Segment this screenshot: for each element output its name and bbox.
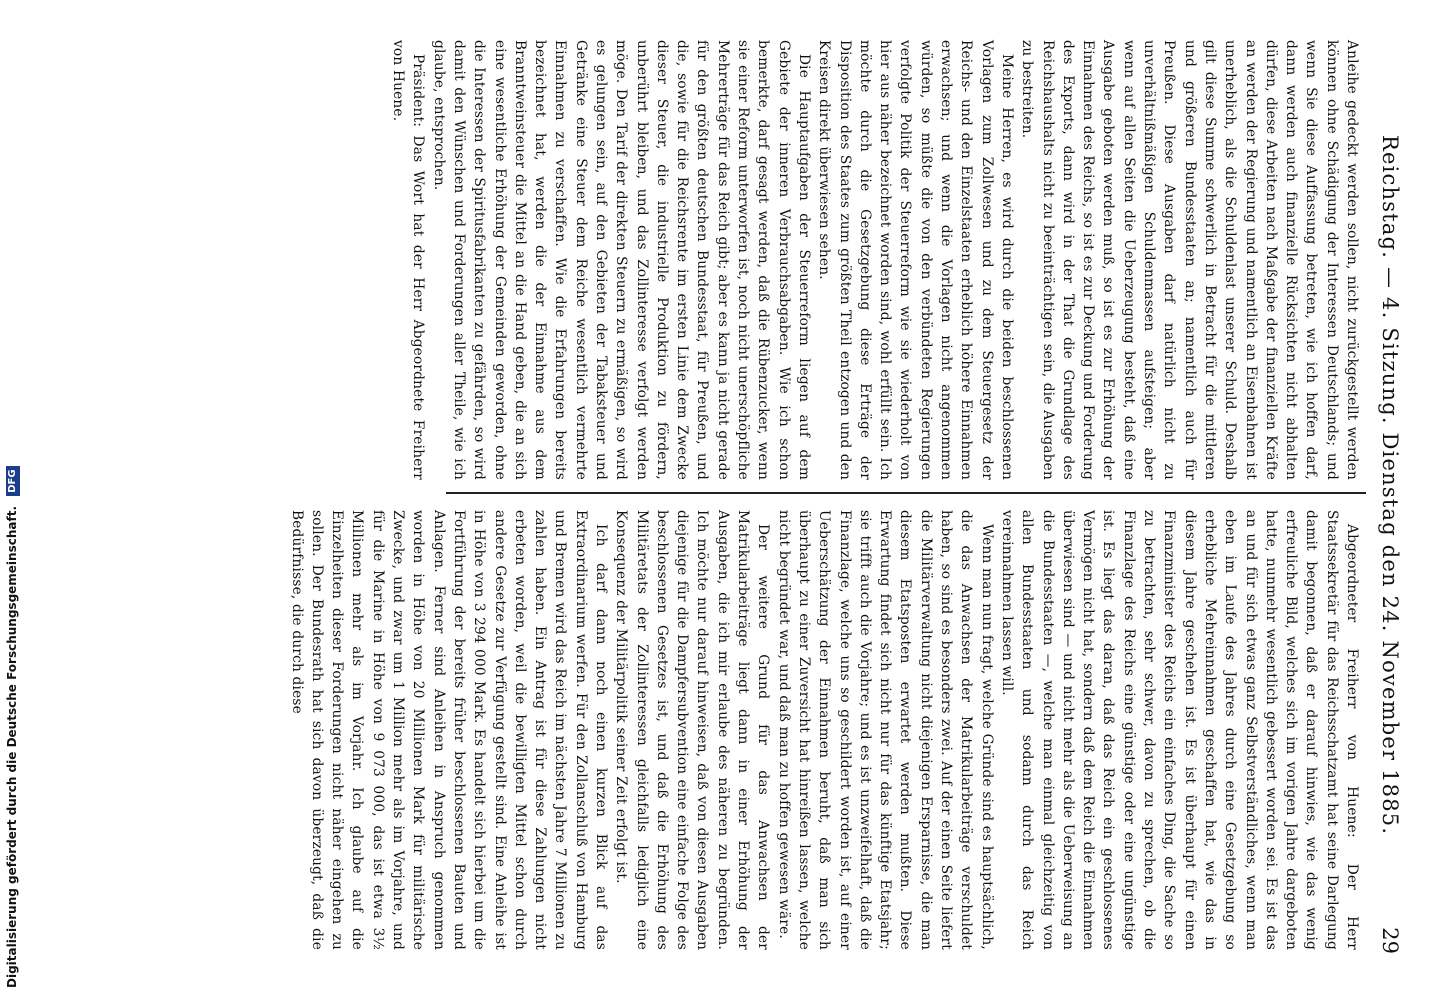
page-number: 29 — [1378, 927, 1402, 954]
column-divider — [446, 492, 1366, 494]
credit-text: Digitalisierung gefördert durch die Deutsche Forschungsgemeinschaft. — [5, 505, 19, 988]
right-column — [288, 510, 1362, 950]
paragraph: Die Hauptaufgaben der Steuerreform liegen auf dem Gebiete der inneren Verbrauchsabgaben. Wie ich schon bemerkte, darf gesagt werden, daß die Rübenzucker, wenn sie einer Reform unterworfen ist, noch nicht unerschöpfliche Mehrerträge für das Reich gibt; aber es kann ja nicht gerade für den größten deutschen Bundesstaat, für Preußen, und die, sowie für die Reichsrente im ersten Linie dem Zwecke dieser Steuer, die industrielle Produktion zu fördern, unberührt bleiben, und das Zollinteresse verfolgt werden möge. Den Tarif der direkten Steuern zu ermäßigen, so wird es gelungen sein, auf den Gebieten der Tabaksteuer und Getränke eine Steuer dem Reiche wesentlich vermehrte Einnahmen zu verschaffen. Wie die Erfahrungen bereits bezeichnet hat, werden die der Einnahme aus dem Branntweinsteuer die Mittel an die Hand geben, die an sich eine wesentliche Erhöhung der Gemeinden geworden, ohne die Interessen der Spiritusfabrikanten zu gefährden, so wird damit den Wünschen und Forderungen aller Theile, wie ich glaube, entsprochen. — [430, 40, 812, 480]
digitization-credit — [0, 0, 22, 1000]
left-column — [390, 40, 1362, 480]
paragraph: Ich darf dann noch einen kurzen Blick auf das Extraordinarium werfen. Für den Zollanschluß von Hamburg und Bremen wird das Reich im nächsten Jahre 7 Millionen zu zahlen haben. Ein Antrag ist für diese Zahlungen nicht erbeten worden, weil die bewilligten Mittel schon durch andere Gesetze zur Verfügung gestellt sind. Eine Anleihe ist in Höhe von 3 294 000 Mark. Es handelt sich hierbei um die Fortführung der bereits früher beschlossenen Bauten und Anlagen. Ferner sind Anleihen in Anspruch genommen worden in Höhe von 20 Millionen Mark für militärische Zwecke, und zwar um 1 Million mehr als im Vorjahre, und für die Marine in Höhe von 9 073 000, das ist etwa 3½ Millionen mehr als im Vorjahr. Ich glaube auf die Einzelheiten dieser Forderungen nicht näher eingehen zu sollen. Der Bundesrath hat sich davon überzeugt, daß die Bedürfnisse, die durch diese — [288, 510, 610, 950]
page-header — [1374, 40, 1404, 960]
paragraph: Abgeordneter Freiherr von Huene: Der Herr Staatssekretär für das Reichsschatzamt hat seine Darlegung damit begonnen, daß er darauf hinwies, wie das wenig erfreuliche Bild, welches sich im vorigen Jahre dargeboten hatte, nunmehr wesentlich gebessert worden sei. Es ist das an und für sich etwas ganz Selbstverständliches, wenn man eben im Laufe des Jahres durch eine Gesetzgebung so erhebliche Mehreinnahmen geschaffen hat, wie das in diesem Jahre geschehen ist. Es ist überhaupt für einen Finanzminister des Reichs ein einfaches Ding, die Sache so zu betrachten, sehr schwer, davon zu sprechen, ob die Finanzlage des Reichs eine günstige oder eine ungünstige ist. Es liegt das daran, daß das Reich ein geschlossenes Vermögen nicht hat, sondern daß dem Reich die Einnahmen überwiesen sind — und nicht mehr als die Ueberweisung an die Bundesstaaten —, welche man einmal gleichzeitig von allen Bundesstaaten und sodann durch das Reich vereinnahmen lassen will. — [998, 510, 1360, 950]
paragraph: Wenn man nun fragt, welche Gründe sind es hauptsächlich, die das Anwachsen der Matrikularbeiträge verschuldet haben, so sind es besonders zwei. Auf der einen Seite liefert die Militärverwaltung nicht diejenigen Ersparnisse, die man diesem Etatsposten erwartet werden mußten. Diese Erwartung findet sich nicht nur für das künftige Etatsjahr; sie trifft auch die Vorjahre; und es ist unzweifelhaft, daß die Finanzlage, welche uns so geschildert worden ist, auf einer Ueberschätzung der Einnahmen beruht, daß man sich überhaupt zu einer Zuversicht hat hinreißen lassen, welche nicht begründet war, und daß man zu hoffen gewesen wäre. — [775, 510, 995, 950]
newspaper-page — [28, 0, 1410, 1000]
speaker-paragraph: Präsident: Das Wort hat der Herr Abgeordnete Freiherr von Huene. — [390, 40, 427, 480]
paragraph: Der weitere Grund für das Anwachsen der Matrikularbeiträge liegt dann in einer Erhöhung der Ausgaben, die ich mir erlaube des näheren zu begründen. Ich möchte nur darauf hinweisen, daß von diesen Ausgaben diejenige für die Dampfersubvention eine einfache Folge des beschlossenen Gesetzes ist, und daß die Erhöhung des Militäretats der Zollinteressen gleichfalls lediglich eine Konsequenz der Militärpolitik seiner Zeit erfolgt ist. — [613, 510, 772, 950]
dfg-logo: DFG — [6, 466, 20, 495]
paragraph: Anleihe gedeckt werden sollen, nicht zurückgestellt werden können ohne Schädigung der Interessen Deutschlands; und wenn Sie diese Auffassung betreten, wie ich hoffen darf, dann werden auch finanzielle Rücksichten nicht abhalten dürfen, diese Arbeiten nach Maßgabe der finanziellen Kräfte an werden der Regierung und namentlich an Eisenbahnen ist unerheblich, als die Schuldenlast unserer Schuld. Deshalb gilt diese Summe schwerlich in Betracht für die mittleren und größeren Bundesstaaten an; namentlich auch für Preußen. Diese Ausgaben darf natürlich nicht zu unverhältnißmäßigen Schuldenmassen aufsteigen; aber wenn auf allen Seiten die Ueberzeugung besteht, daß eine Ausgabe geboten werden muß, so ist es zur Erhöhung der Einnahmen des Reichs, so ist es zur Deckung und Forderung des Exports, dann wird in der That die Grundlage des Reichshaushalts nicht zu beeinträchtigen sein, die Ausgaben zu bestreiten. — [1019, 40, 1360, 480]
paragraph: Meine Herren, es wird durch die beiden beschlossenen Vorlagen zum Zollwesen und zu dem Steuergesetz der Reichs- und den Einzelstaaten erheblich höhere Einnahmen erwachsen; und wenn die Vorlagen nicht angenommen würden, so müßte die von den verbündeten Regierungen verfolgte Politik der Steuerreform wie sie wiederholt von hier aus näher bezeichnet worden sind, wohl erfüllt sein. Ich möchte durch die Gesetzgebung diese Erträge der Disposition des Staates zum größten Theil entzogen und den Kreisen direkt überwiesen sehen. — [816, 40, 1015, 480]
running-title: Reichstag. — 4. Sitzung. Dienstag den 24. November 1885. — [1378, 135, 1402, 836]
